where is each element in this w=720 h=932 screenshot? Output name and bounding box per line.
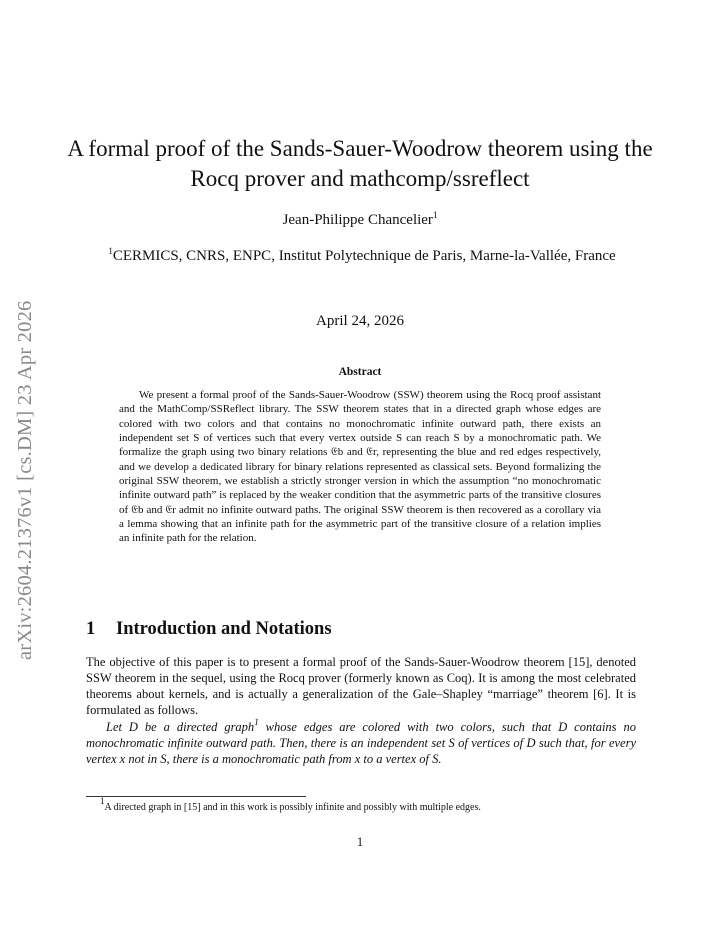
affiliation-text: CERMICS, CNRS, ENPC, Institut Polytechnique de Paris, Marne-la-Vallée, France — [112, 248, 616, 264]
abstract-heading: Abstract — [338, 366, 382, 378]
affiliation — [84, 246, 640, 267]
page-number: 1 — [356, 835, 364, 849]
section-number: 1 — [86, 619, 96, 639]
affiliation-mark: 1 — [108, 246, 113, 256]
section-heading — [86, 619, 332, 640]
footnote-reference-mark: 1 — [254, 717, 259, 727]
footnote-rule — [86, 796, 306, 797]
footnote-mark: 1 — [100, 796, 105, 806]
author-affiliation-mark: 1 — [432, 210, 438, 220]
paper-date: April 24, 2026 — [316, 313, 404, 329]
paper-title: A formal proof of the Sands-Sauer-Woodrow theorem using the Rocq prover and mathcomp/ssreflect — [67, 136, 653, 191]
arxiv-identifier-stamp: arXiv:2604.21376v1 [cs.DM] 23 Apr 2026 — [14, 300, 36, 660]
author-name: Jean-Philippe Chancelier — [282, 212, 433, 228]
intro-paragraph: The objective of this paper is to present a formal proof of the Sands-Sauer-Woodrow theorem [15], denoted SSW theorem in the sequel, using the Rocq prover (formerly known as Coq). It is among the most celebrated theorems about kernels, and is actually a generalization of the Gale–Shapley “marriage” theorem [6]. It is formulated as follows. — [86, 655, 636, 718]
theorem-statement — [86, 719, 636, 767]
theorem-text-start: Let D be a directed graph — [106, 720, 255, 734]
footnote-text: A directed graph in [15] and in this work is possibly infinite and possibly with multiple edges. — [104, 802, 481, 813]
section-title: Introduction and Notations — [116, 619, 332, 639]
abstract-text: We present a formal proof of the Sands-Sauer-Woodrow (SSW) theorem using the Rocq proof assistant and the MathComp/SSReflect library. The SSW theorem states that in a directed graph whose edges are colored with two colors and that contains no monochromatic infinite outward path, there exists an independent set S of vertices such that every vertex outside S can reach S by a monochromatic path. We formalize the graph using two binary relations 𝔈b and 𝔈r, representing the blue and red edges respectively, and we develop a dedicated library for binary relations represented as classical sets. Beyond formalizing the original SSW theorem, we establish a strictly stronger version in which the assumption “no monochromatic infinite outward path” is replaced by the weaker condition that the asymmetric parts of the transitive closures of 𝔈b and 𝔈r admit no infinite outward paths. The original SSW theorem is then recovered as a corollary via a lemma showing that an infinite path for the asymmetric part of the transitive closure of a relation implies an infinite path for the relation. — [119, 389, 601, 545]
footnote — [86, 796, 646, 814]
author-line — [60, 212, 660, 229]
theorem-text-end: whose edges are colored with two colors, such that D contains no monochromatic infinite outward path. Then, there is an independent set S of vertices of D such that, for every vertex x not in S, there is a monochromatic path from x to a vertex of S. — [86, 720, 636, 767]
